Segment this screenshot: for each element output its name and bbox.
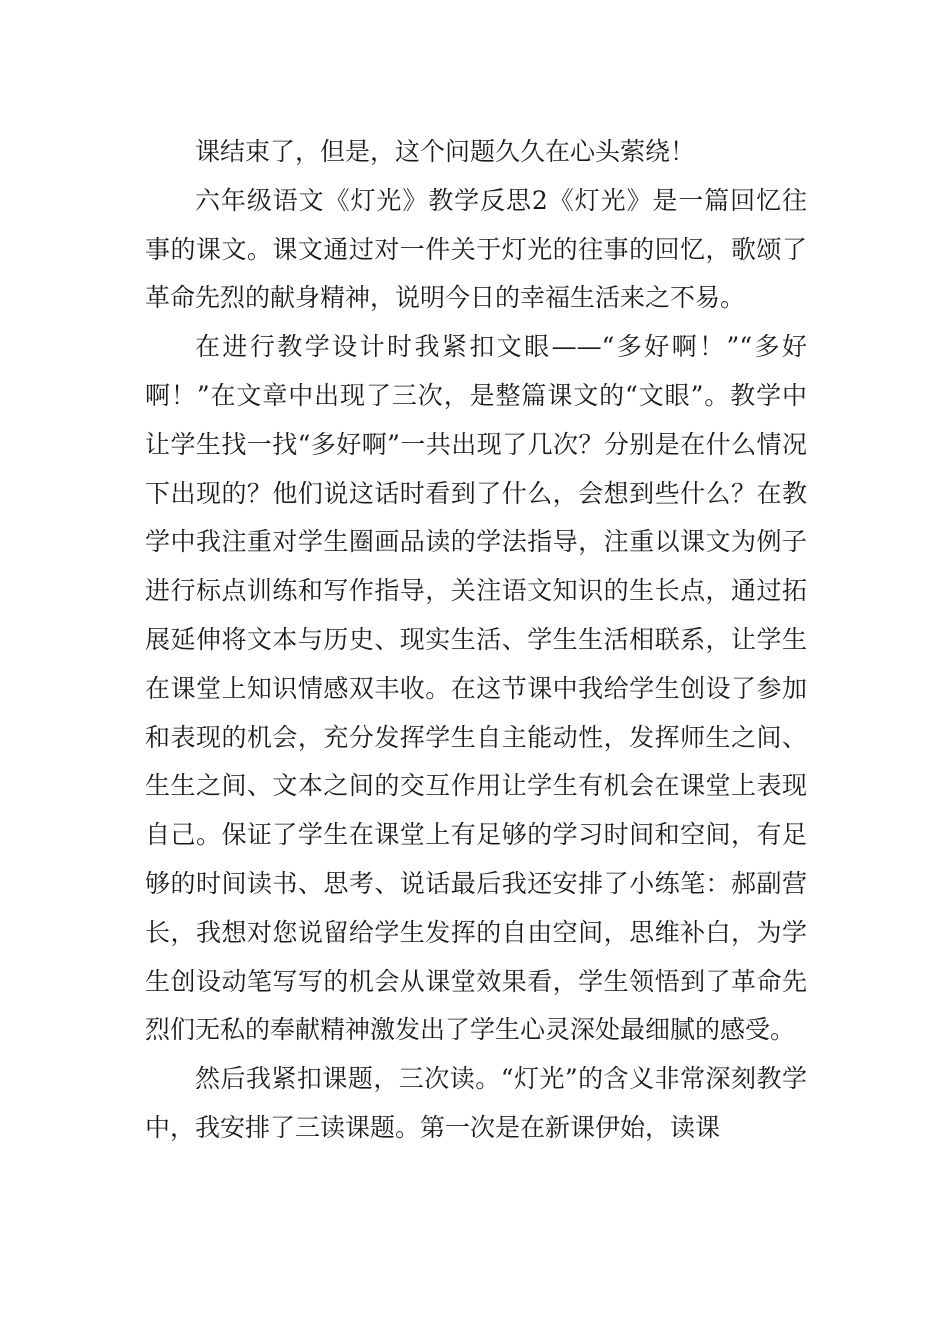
paragraph-1: 课结束了，但是，这个问题久久在心头萦绕！ bbox=[195, 137, 696, 166]
paragraph-3: 在进行教学设计时我紧扣文眼——“多好啊！”“多好啊！”在文章中出现了三次，是整篇课文的“文眼”。教学中让学生找一找“多好啊”一共出现了几次？分别是在什么情况下出现的？他们说这话时看到了什么，会想到些什么？在教学中我注重对学生圈画品读的学法指导，注重以课文为例子进行标点训练和写作指导，关注语文知识的生长点，通过拓展延伸将文本与历史、现实生活、学生生活相联系，让学生在课堂上知识情感双丰收。在这节课中我给学生创设了参加和表现的机会，充分发挥学生自主能动性，发挥师生之间、生生之间、文本之间的交互作用让学生有机会在课堂上表现自己。保证了学生在课堂上有足够的学习时间和空间，有足够的时间读书、思考、说话最后我还安排了小练笔：郝副营长，我想对您说留给学生发挥的自由空间，思维补白，为学生创设动笔写写的机会从课堂效果看，学生领悟到了革命先烈们无私的奉献精神激发出了学生心灵深处最细腻的感受。 bbox=[145, 332, 807, 1045]
document-body bbox=[145, 128, 807, 1153]
paragraph-2: 六年级语文《灯光》教学反思2《灯光》是一篇回忆往事的课文。课文通过对一件关于灯光的往事的回忆，歌颂了革命先烈的献身精神，说明今日的幸福生活来之不易。 bbox=[145, 185, 807, 313]
paragraph-4: 然后我紧扣课题，三次读。“灯光”的含义非常深刻教学中，我安排了三读课题。第一次是在新课伊始，读课 bbox=[145, 1064, 807, 1142]
